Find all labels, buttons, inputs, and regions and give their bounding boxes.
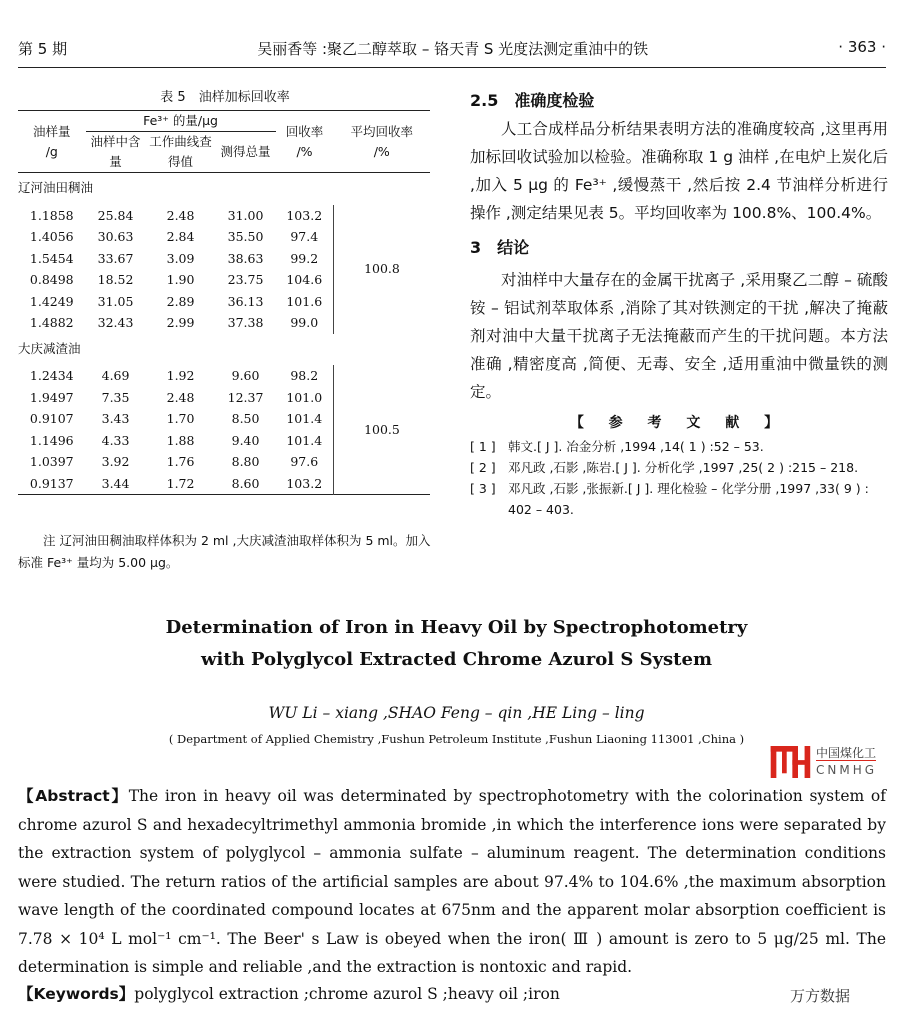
keywords-text: polyglycol extraction ;chrome azurol S ;heavy oil ;iron [134, 985, 560, 1003]
table-cell: 103.2 [286, 475, 323, 491]
issue: 第 5 期 [18, 40, 68, 58]
table-cell: 0.8498 [29, 272, 74, 287]
table-cell: 1.1858 [29, 207, 74, 223]
abstract-label: 【Abstract】 [18, 787, 129, 805]
table-cell: 9.60 [231, 368, 260, 383]
col-content: 油样中含量 [90, 134, 141, 169]
col-curve: 工作曲线查得值 [149, 134, 212, 169]
group-name: 辽河油田稠油 [18, 180, 94, 195]
keywords-label: 【Keywords】 [18, 985, 135, 1003]
table-note: 注 辽河油田稠油取样体积为 2 ml ,大庆减渣油取样体积为 5 ml。加入标准 Fe³⁺ 量均为 5.00 μg。 [18, 533, 431, 570]
table-cell: 8.80 [231, 454, 260, 469]
col-fe: Fe³⁺ 的量/μg [86, 111, 276, 132]
avg-recovery: 100.5 [333, 365, 430, 495]
ref-number: [ 2 ] [470, 460, 496, 475]
table-cell: 8.50 [231, 411, 260, 426]
table-cell: 1.4056 [29, 229, 74, 244]
references-heading: 【 参 考 文 献 】 [569, 415, 789, 431]
table-cell: 8.60 [231, 475, 260, 491]
reference-item [470, 436, 888, 457]
table-cell: 31.00 [227, 207, 264, 223]
table-cell: 36.13 [227, 293, 264, 309]
table-cell: 1.72 [166, 475, 195, 491]
table-cell: 2.84 [166, 229, 195, 244]
ref-text: 韩文.[ J ]. 冶金分析 ,1994 ,14( 1 ) :52 – 53. [508, 439, 764, 454]
group-row [18, 173, 430, 205]
col-avg: 平均回收率 /% [350, 123, 413, 159]
table-cell: 2.48 [166, 389, 195, 405]
ref-text: 邓凡政 ,石影 ,陈岩.[ J ]. 分析化学 ,1997 ,25( 2 ) :215 – 218. [508, 460, 859, 475]
table-cell: 98.2 [290, 368, 319, 383]
table-cell: 1.88 [166, 432, 195, 448]
reference-list [470, 436, 888, 520]
table-row [18, 205, 430, 227]
table-cell: 3.44 [101, 475, 130, 491]
table-cell: 2.48 [166, 207, 195, 223]
reference-item [470, 457, 888, 478]
ref-number: [ 3 ] [470, 481, 496, 496]
authors: WU Li – xiang ,SHAO Feng – qin ,HE Ling – ling [268, 704, 645, 722]
table-cell: 18.52 [97, 272, 134, 287]
table-cell: 97.4 [290, 229, 319, 244]
table-cell: 23.75 [227, 272, 264, 287]
table-cell: 30.63 [97, 229, 134, 244]
table-cell: 1.76 [166, 454, 195, 469]
table-cell: 38.63 [227, 250, 264, 266]
page-header [18, 38, 886, 68]
section-2-5-heading: 2.5 准确度检验 [470, 91, 595, 110]
table-cell: 37.38 [227, 315, 264, 330]
abstract [18, 782, 886, 982]
table-row [18, 365, 430, 387]
table-cell: 7.35 [101, 389, 130, 405]
table-cell: 2.99 [166, 315, 195, 330]
col-sample: 油样量 /g [33, 123, 71, 159]
avg-recovery: 100.8 [333, 205, 430, 334]
table-cell: 1.4249 [29, 293, 74, 309]
table-cell: 1.90 [166, 272, 195, 287]
affiliation: ( Department of Applied Chemistry ,Fushun Petroleum Institute ,Fushun Liaoning 113001 ,China ) [168, 732, 745, 746]
table-cell: 1.1496 [29, 432, 74, 448]
section-3-heading: 3 结论 [470, 238, 530, 257]
table-cell: 3.43 [101, 411, 130, 426]
table-cell: 1.70 [166, 411, 195, 426]
ref-number: [ 1 ] [470, 439, 496, 454]
english-title: Determination of Iron in Heavy Oil by Spectrophotometry with Polyglycol Extracted Chrome Azurol S System [165, 617, 748, 670]
table-cell: 4.33 [101, 432, 130, 448]
col-total: 测得总量 [220, 144, 271, 159]
ref-text: 邓凡政 ,石影 ,张振新.[ J ]. 理化检验 – 化学分册 ,1997 ,33( 9 ) : 402 – 403. [508, 481, 869, 517]
table-cell: 12.37 [227, 389, 264, 405]
col-recovery: 回收率 /% [285, 123, 324, 159]
table-cell: 99.0 [290, 315, 319, 330]
table-cell: 101.6 [286, 293, 323, 309]
section-3-text: 对油样中大量存在的金属干扰离子 ,采用聚乙二醇 – 硫酸铵 – 铝试剂萃取体系 ,消除了其对铁测定的干扰 ,解决了掩蔽剂对油中大量干扰离子无法掩蔽而产生的干扰问题。本方法准确 ,精密度高 ,简便、无毒、安全 ,适用重油中微量铁的测定。 [470, 271, 888, 401]
table-cell: 1.0397 [29, 454, 74, 469]
logo-en: CNMHG [816, 763, 878, 777]
table-cell: 101.4 [286, 411, 323, 426]
table-cell: 33.67 [97, 250, 134, 266]
section-2-5-text: 人工合成样品分析结果表明方法的准确度较高 ,这里再用加标回收试验加以检验。准确称取 1 g 油样 ,在电炉上炭化后 ,加入 5 μg 的 Fe³⁺ ,缓慢蒸干 ,然后按 2.4 节油样分析进行操作 ,测定结果见表 5。平均回收率为 100.8%、100.4%。 [470, 120, 888, 222]
abstract-text: The iron in heavy oil was determinated by spectrophotometry with the colorination system of chrome azurol S and hexadecyltrimethyl ammonia bromide ,in which the interference ions were separated by the extraction system of polyglycol – ammonia sulfate – aluminum reagent. The determination conditions were studied. The return ratios of the artificial samples are about 97.4% to 104.6% ,the maximum absorption wave length of the coordinated compound locates at 675nm and the apparent molar absorption coefficient is 7.78 × 10⁴ L mol⁻¹ cm⁻¹. The Beer' s Law is obeyed when the iron( Ⅲ ) amount is zero to 5 μg/25 ml. The determination is simple and reliable ,and the extraction is nontoxic and rapid. [18, 787, 886, 976]
table-cell: 1.2434 [29, 368, 74, 383]
table-cell: 35.50 [227, 229, 264, 244]
table-cell: 9.40 [231, 432, 260, 448]
table-cell: 0.9137 [29, 475, 74, 491]
page-number: · 363 · [838, 38, 886, 56]
table-cell: 1.9497 [29, 389, 74, 405]
table-cell: 1.4882 [29, 315, 74, 330]
running-title: 吴丽香等 :聚乙二醇萃取 – 铬天青 S 光度法测定重油中的铁 [257, 40, 649, 58]
table-cell: 32.43 [97, 315, 134, 330]
logo-cn: 中国煤化工 [816, 746, 877, 760]
reference-item [470, 478, 888, 520]
table-cell: 0.9107 [29, 411, 74, 426]
recovery-table [18, 110, 430, 495]
watermark-logo [768, 746, 898, 778]
mh-logo-icon [768, 746, 812, 778]
table-cell: 1.5454 [29, 250, 74, 266]
table-cell: 101.4 [286, 432, 323, 448]
table-cell: 97.6 [290, 454, 319, 469]
table-cell: 103.2 [286, 207, 323, 223]
keywords [18, 982, 560, 1004]
table-cell: 1.92 [166, 368, 195, 383]
group-name: 大庆减渣油 [18, 340, 81, 356]
table-cell: 31.05 [97, 293, 134, 309]
group-row [18, 334, 430, 366]
table-cell: 2.89 [166, 293, 195, 309]
right-column [470, 88, 888, 520]
table-cell: 104.6 [286, 272, 323, 287]
table-cell: 3.09 [166, 250, 195, 266]
watermark-site: 万方数据 [790, 987, 851, 1005]
table-cell: 99.2 [290, 250, 319, 266]
table-cell: 25.84 [97, 207, 134, 223]
table-cell: 3.92 [101, 454, 130, 469]
table-cell: 4.69 [101, 368, 130, 383]
table-caption: 表 5 油样加标回收率 [160, 90, 290, 105]
table-cell: 101.0 [286, 389, 323, 405]
